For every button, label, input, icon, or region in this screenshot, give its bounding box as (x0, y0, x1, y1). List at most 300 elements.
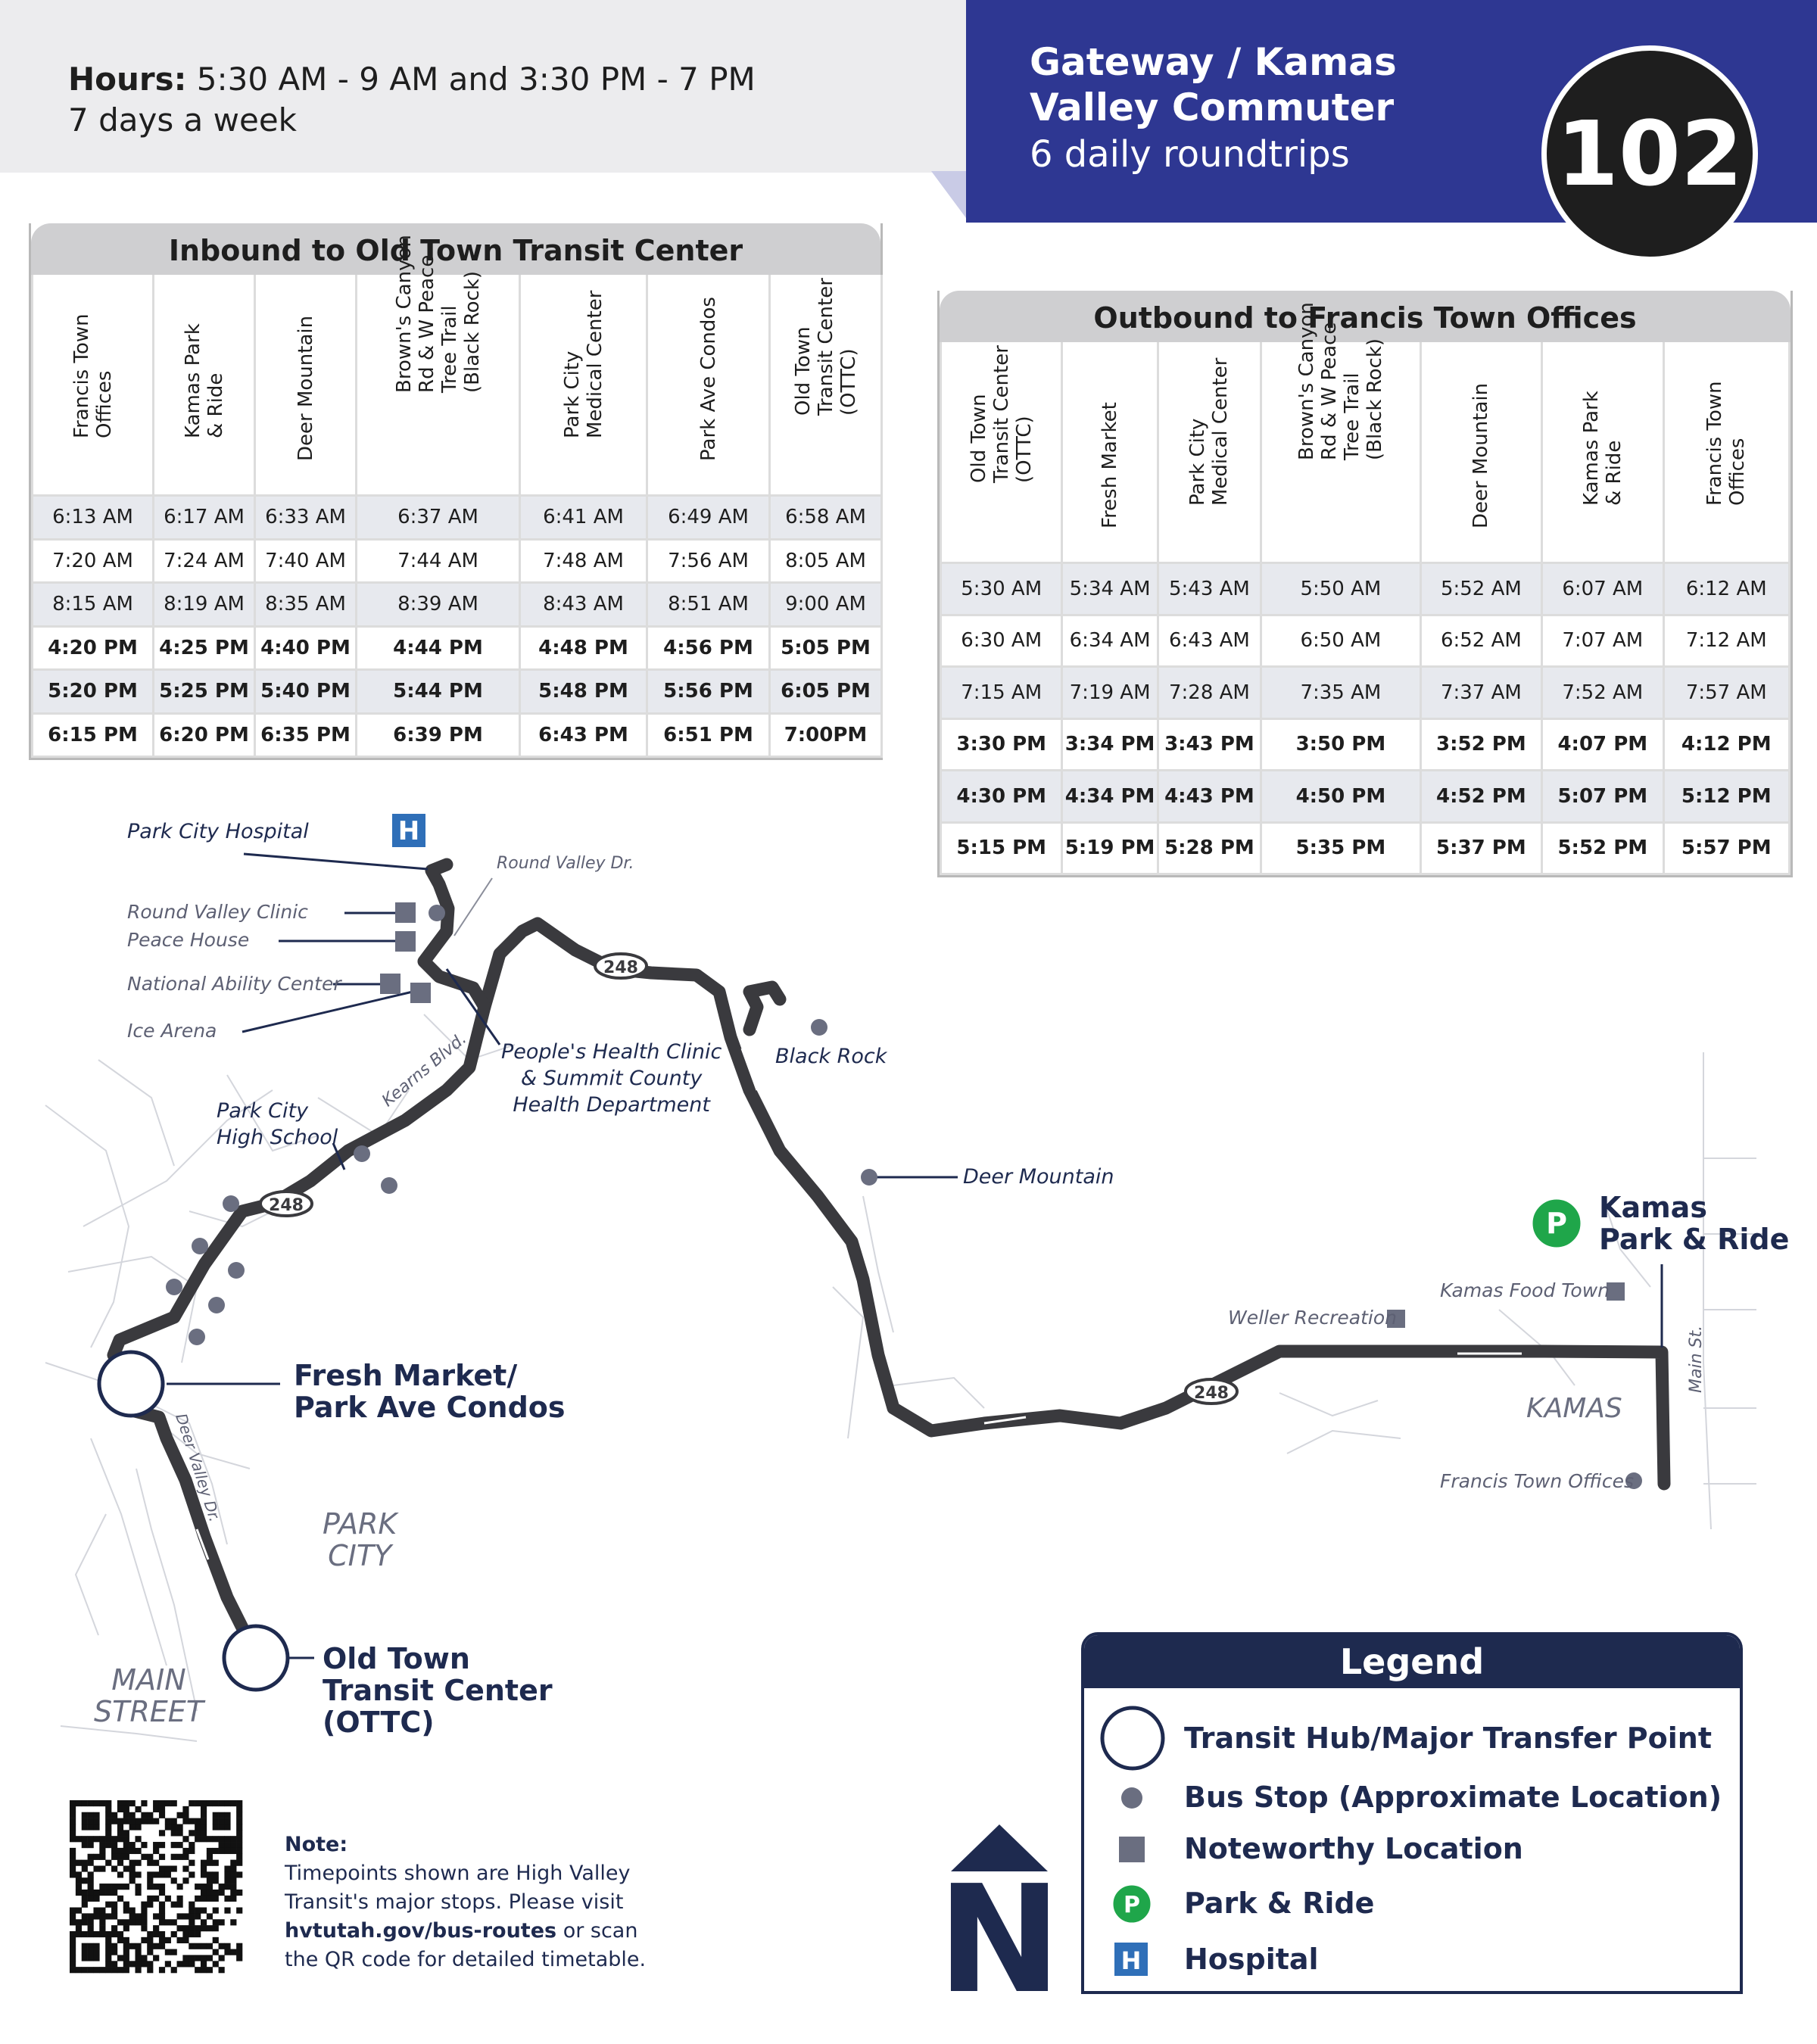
qr-module (224, 1884, 230, 1890)
qr-module (159, 1931, 165, 1937)
column-header-line: Kamas Park (181, 323, 204, 438)
time-cell: 3:30 PM (941, 718, 1062, 771)
shield-248-label: 248 (1194, 1384, 1229, 1403)
qr-module (105, 1830, 111, 1836)
time-cell: 5:35 PM (1261, 822, 1421, 874)
column-header-line: Transit Center (814, 278, 837, 416)
time-cell: 7:52 AM (1542, 667, 1663, 719)
qr-module (213, 1860, 219, 1866)
qr-module (105, 1812, 111, 1818)
route-number-badge: 102 (1541, 45, 1758, 262)
qr-module (195, 1818, 201, 1824)
column-header-line: Park City (1186, 418, 1210, 506)
qr-module (189, 1943, 195, 1949)
qr-module (135, 1943, 141, 1949)
qr-module (224, 1848, 230, 1854)
qr-module (153, 1806, 159, 1812)
time-cell: 4:48 PM (520, 626, 647, 670)
time-cell: 7:19 AM (1062, 667, 1158, 719)
qr-module (213, 1925, 219, 1931)
qr-module (236, 1854, 242, 1860)
qr-module (88, 1860, 94, 1866)
qr-module (171, 1830, 177, 1836)
qr-module (147, 1818, 153, 1824)
qr-module (236, 1943, 242, 1949)
legend-item-park-ride (1084, 1880, 1740, 1926)
qr-module (117, 1824, 123, 1830)
qr-module (147, 1931, 153, 1937)
qr-module (189, 1818, 195, 1824)
qr-module (123, 1961, 129, 1967)
qr-module (111, 1943, 117, 1949)
qr-module (123, 1806, 129, 1812)
qr-module (219, 1890, 225, 1896)
time-cell: 6:07 AM (1542, 563, 1663, 615)
column-header (941, 342, 1062, 563)
column-header (33, 275, 154, 496)
qr-module (135, 1919, 141, 1925)
time-cell: 7:07 AM (1542, 615, 1663, 667)
qr-module (153, 1842, 159, 1848)
qr-module (129, 1860, 136, 1866)
qr-module (105, 1860, 111, 1866)
qr-module (111, 1931, 117, 1937)
qr-module (70, 1836, 76, 1842)
qr-module (219, 1824, 225, 1830)
qr-module (117, 1871, 123, 1877)
qr-module (189, 1961, 195, 1967)
park-ride-legend-icon (1110, 1882, 1154, 1926)
qr-module (70, 1943, 76, 1949)
qr-module (70, 1854, 76, 1860)
qr-module (201, 1943, 207, 1949)
column-header-line: Tree Trail (438, 305, 461, 393)
time-cell: 7:57 AM (1663, 667, 1789, 719)
qr-module (219, 1884, 225, 1890)
qr-module (213, 1890, 219, 1896)
qr-module (141, 1955, 147, 1961)
qr-module (123, 1943, 129, 1949)
qr-module (147, 1902, 153, 1908)
qr-module (189, 1830, 195, 1836)
qr-module (70, 1913, 76, 1919)
time-cell: 5:48 PM (520, 670, 647, 714)
qr-module (201, 1890, 207, 1896)
qr-module (70, 1812, 76, 1818)
qr-module (177, 1961, 183, 1967)
legend-item-transit-hub (1084, 1715, 1740, 1761)
column-header (1158, 342, 1261, 563)
label-park-city-hospital: Park City Hospital (127, 820, 309, 843)
qr-module (147, 1967, 153, 1973)
qr-module (105, 1800, 111, 1806)
qr-module (135, 1884, 141, 1890)
qr-module (70, 1961, 76, 1967)
label-ottc-line2: Transit Center (323, 1674, 553, 1707)
hours-label: Hours: (68, 61, 187, 98)
time-cell: 7:24 AM (154, 539, 255, 583)
qr-module (201, 1967, 207, 1973)
column-header (1663, 342, 1789, 563)
qr-module (236, 1871, 242, 1877)
label-ottc-hub (323, 1643, 553, 1738)
time-cell: 4:52 PM (1420, 771, 1541, 823)
qr-module (207, 1896, 213, 1902)
qr-module (189, 1919, 195, 1925)
qr-module (111, 1908, 117, 1914)
timetable-row (33, 539, 882, 583)
qr-module (93, 1943, 99, 1949)
qr-module (195, 1800, 201, 1806)
label-kamas-area: KAMAS (1526, 1393, 1622, 1424)
qr-module (82, 1919, 88, 1925)
qr-module (147, 1937, 153, 1943)
qr-module (147, 1949, 153, 1955)
time-cell: 5:52 PM (1542, 822, 1663, 874)
qr-module (123, 1865, 129, 1871)
timepoints-note (285, 1831, 709, 1974)
qr-module (105, 1949, 111, 1955)
label-peoples-health-clinic (501, 1039, 722, 1118)
qr-module (111, 1818, 117, 1824)
qr-module (153, 1848, 159, 1854)
note-url-link[interactable]: hvtutah.gov/bus-routes (285, 1919, 557, 1943)
qr-module (129, 1865, 136, 1871)
qr-module (135, 1860, 141, 1866)
qr-module (141, 1919, 147, 1925)
qr-module (171, 1877, 177, 1884)
qr-module (171, 1902, 177, 1908)
label-kearns-blvd: Kearns Blvd. (379, 1029, 471, 1111)
qr-module (105, 1884, 111, 1890)
qr-module (224, 1812, 230, 1818)
qr-module (219, 1842, 225, 1848)
qr-module (82, 1877, 88, 1884)
qr-module (123, 1800, 129, 1806)
qr-module (207, 1877, 213, 1884)
qr-module (88, 1818, 94, 1824)
qr-module (207, 1925, 213, 1931)
qr-module (177, 1925, 183, 1931)
qr-module (165, 1824, 171, 1830)
qr-module (141, 1812, 147, 1818)
qr-module (82, 1890, 88, 1896)
time-cell: 5:50 AM (1261, 563, 1421, 615)
qr-module (129, 1877, 136, 1884)
qr-module (201, 1836, 207, 1842)
qr-module (76, 1860, 82, 1866)
qr-module (182, 1854, 189, 1860)
qr-module (99, 1931, 105, 1937)
qr-module (219, 1818, 225, 1824)
qr-module (153, 1884, 159, 1890)
qr-module (117, 1800, 123, 1806)
qr-module (141, 1937, 147, 1943)
qr-module (129, 1943, 136, 1949)
qr-module (147, 1943, 153, 1949)
qr-module (224, 1842, 230, 1848)
qr-module (76, 1908, 82, 1914)
qr-module (141, 1961, 147, 1967)
qr-module (189, 1800, 195, 1806)
note-line3: or scan (556, 1919, 638, 1943)
column-header (1062, 342, 1158, 563)
qr-module (159, 1937, 165, 1943)
inbound-timetable (29, 223, 883, 760)
qr-module (153, 1896, 159, 1902)
time-cell: 7:15 AM (941, 667, 1062, 719)
time-cell: 3:34 PM (1062, 718, 1158, 771)
column-header-line: (OTTC) (837, 348, 860, 416)
label-main-st: Main St. (1687, 1325, 1706, 1393)
qr-module (224, 1818, 230, 1824)
roundtrips-count: 6 daily roundtrips (1030, 133, 1350, 176)
qr-module (165, 1961, 171, 1967)
qr-module (189, 1925, 195, 1931)
column-header (1542, 342, 1663, 563)
qr-module (207, 1860, 213, 1866)
qr-module (147, 1961, 153, 1967)
qr-module (117, 1848, 123, 1854)
label-deer-mountain: Deer Mountain (963, 1165, 1114, 1189)
time-cell: 9:00 AM (770, 583, 882, 627)
qr-module (117, 1818, 123, 1824)
qr-module (135, 1890, 141, 1896)
qr-module (159, 1908, 165, 1914)
qr-module (201, 1824, 207, 1830)
qr-module (182, 1818, 189, 1824)
qr-module (189, 1860, 195, 1866)
qr-module (230, 1884, 236, 1890)
qr-module (213, 1836, 219, 1842)
qr-code[interactable] (70, 1800, 242, 1973)
qr-module (123, 1908, 129, 1914)
qr-module (123, 1848, 129, 1854)
qr-module (177, 1902, 183, 1908)
note-heading: Note: (285, 1833, 348, 1856)
label-kamas-pr-line1: Kamas (1599, 1191, 1707, 1224)
qr-module (88, 1955, 94, 1961)
time-cell: 5:57 PM (1663, 822, 1789, 874)
time-cell: 8:51 AM (647, 583, 770, 627)
map-legend (1081, 1632, 1743, 1994)
column-header-line: (Black Rock) (1363, 338, 1386, 460)
column-header-line: Park Ave Condos (697, 297, 720, 461)
qr-module (189, 1955, 195, 1961)
qr-module (219, 1955, 225, 1961)
qr-module (70, 1949, 76, 1955)
qr-module (117, 1830, 123, 1836)
qr-module (135, 1824, 141, 1830)
qr-module (153, 1955, 159, 1961)
qr-module (88, 1836, 94, 1842)
time-cell: 7:35 AM (1261, 667, 1421, 719)
qr-module (207, 1836, 213, 1842)
time-cell: 4:56 PM (647, 626, 770, 670)
qr-module (117, 1806, 123, 1812)
qr-module (207, 1890, 213, 1896)
qr-module (230, 1800, 236, 1806)
qr-module (177, 1842, 183, 1848)
qr-module (219, 1967, 225, 1973)
qr-module (129, 1824, 136, 1830)
time-cell: 4:30 PM (941, 771, 1062, 823)
time-cell: 6:58 AM (770, 496, 882, 540)
qr-module (76, 1836, 82, 1842)
hub-fresh-market (99, 1352, 163, 1416)
label-main-street-area (94, 1664, 204, 1728)
qr-module (88, 1896, 94, 1902)
qr-module (135, 1913, 141, 1919)
qr-module (201, 1860, 207, 1866)
time-cell: 6:52 AM (1420, 615, 1541, 667)
qr-module (117, 1854, 123, 1860)
qr-module (135, 1967, 141, 1973)
label-deer-valley-dr: Deer Valley Dr. (172, 1411, 225, 1525)
qr-module (111, 1967, 117, 1973)
time-cell: 5:34 AM (1062, 563, 1158, 615)
qr-module (159, 1806, 165, 1812)
label-ottc-line3: (OTTC) (323, 1706, 435, 1739)
qr-module (82, 1955, 88, 1961)
qr-module (165, 1919, 171, 1925)
column-header-line: Deer Mountain (1469, 382, 1493, 528)
qr-module (88, 1800, 94, 1806)
time-cell: 5:30 AM (941, 563, 1062, 615)
column-header-line: (OTTC) (1012, 416, 1036, 483)
timetable-row (33, 626, 882, 670)
qr-module (159, 1854, 165, 1860)
qr-module (230, 1871, 236, 1877)
label-park-city-area (323, 1508, 397, 1572)
qr-module (93, 1824, 99, 1830)
qr-module (123, 1854, 129, 1860)
column-header-line: Transit Center (990, 345, 1013, 483)
qr-module (224, 1949, 230, 1955)
note-line1: Timepoints shown are High Valley (285, 1862, 631, 1885)
qr-module (153, 1931, 159, 1937)
qr-module (88, 1949, 94, 1955)
label-peoples-health-line1: People's Health Clinic (501, 1040, 722, 1064)
time-cell: 3:43 PM (1158, 718, 1261, 771)
column-header-line: Old Town (791, 326, 815, 416)
qr-module (213, 1818, 219, 1824)
qr-module (213, 1812, 219, 1818)
label-park-city-line1: PARK (323, 1507, 397, 1541)
qr-module (177, 1812, 183, 1818)
qr-module (177, 1824, 183, 1830)
qr-module (93, 1967, 99, 1973)
qr-module (207, 1955, 213, 1961)
qr-module (165, 1896, 171, 1902)
qr-module (105, 1955, 111, 1961)
time-cell: 5:37 PM (1420, 822, 1541, 874)
qr-module (111, 1913, 117, 1919)
qr-module (213, 1961, 219, 1967)
qr-module (123, 1830, 129, 1836)
note-line4: the QR code for detailed timetable. (285, 1948, 647, 1971)
qr-module (213, 1937, 219, 1943)
legend-item-bus-stop (1084, 1774, 1740, 1820)
qr-module (129, 1818, 136, 1824)
label-black-rock: Black Rock (775, 1045, 887, 1068)
qr-module (219, 1848, 225, 1854)
qr-module (219, 1836, 225, 1842)
time-cell: 4:07 PM (1542, 718, 1663, 771)
legend-label: Transit Hub/Major Transfer Point (1184, 1722, 1712, 1755)
qr-module (207, 1943, 213, 1949)
north-glyph: N (937, 1854, 1062, 2027)
shield-248-label: 248 (603, 958, 638, 977)
label-kamas-pr-line2: Park & Ride (1599, 1223, 1790, 1256)
qr-module (93, 1818, 99, 1824)
time-cell: 6:43 AM (1158, 615, 1261, 667)
qr-module (236, 1890, 242, 1896)
qr-module (99, 1967, 105, 1973)
qr-module (201, 1800, 207, 1806)
qr-module (236, 1812, 242, 1818)
qr-module (182, 1812, 189, 1818)
timetable-row (33, 583, 882, 627)
time-cell: 6:05 PM (770, 670, 882, 714)
qr-module (189, 1913, 195, 1919)
qr-module (141, 1908, 147, 1914)
time-cell: 7:40 AM (255, 539, 357, 583)
qr-module (70, 1919, 76, 1925)
qr-module (99, 1842, 105, 1848)
column-header (647, 275, 770, 496)
qr-module (195, 1913, 201, 1919)
qr-module (182, 1925, 189, 1931)
qr-module (135, 1949, 141, 1955)
qr-module (88, 1824, 94, 1830)
qr-module (70, 1865, 76, 1871)
qr-module (159, 1865, 165, 1871)
column-header (520, 275, 647, 496)
qr-module (153, 1818, 159, 1824)
qr-module (129, 1848, 136, 1854)
qr-module (195, 1896, 201, 1902)
timetable-row (941, 563, 1790, 615)
qr-module (236, 1836, 242, 1842)
qr-module (88, 1890, 94, 1896)
label-fresh-market-hub (294, 1360, 566, 1423)
qr-module (105, 1824, 111, 1830)
qr-module (201, 1884, 207, 1890)
time-cell: 7:37 AM (1420, 667, 1541, 719)
qr-module (182, 1961, 189, 1967)
time-cell: 6:43 PM (520, 713, 647, 757)
label-ottc-line1: Old Town (323, 1642, 470, 1675)
qr-module (230, 1865, 236, 1871)
time-cell: 8:19 AM (154, 583, 255, 627)
qr-module (195, 1931, 201, 1937)
qr-module (230, 1836, 236, 1842)
label-peoples-health-line2: & Summit County (520, 1067, 703, 1090)
time-cell: 4:25 PM (154, 626, 255, 670)
legend-item-noteworthy (1084, 1826, 1740, 1871)
qr-module (177, 1884, 183, 1890)
qr-module (171, 1919, 177, 1925)
label-pchs-line2: High School (217, 1126, 338, 1149)
qr-module (76, 1919, 82, 1925)
qr-module (195, 1830, 201, 1836)
qr-module (93, 1913, 99, 1919)
qr-module (213, 1896, 219, 1902)
qr-module (171, 1931, 177, 1937)
round-valley-leader (454, 878, 492, 936)
qr-module (123, 1937, 129, 1943)
